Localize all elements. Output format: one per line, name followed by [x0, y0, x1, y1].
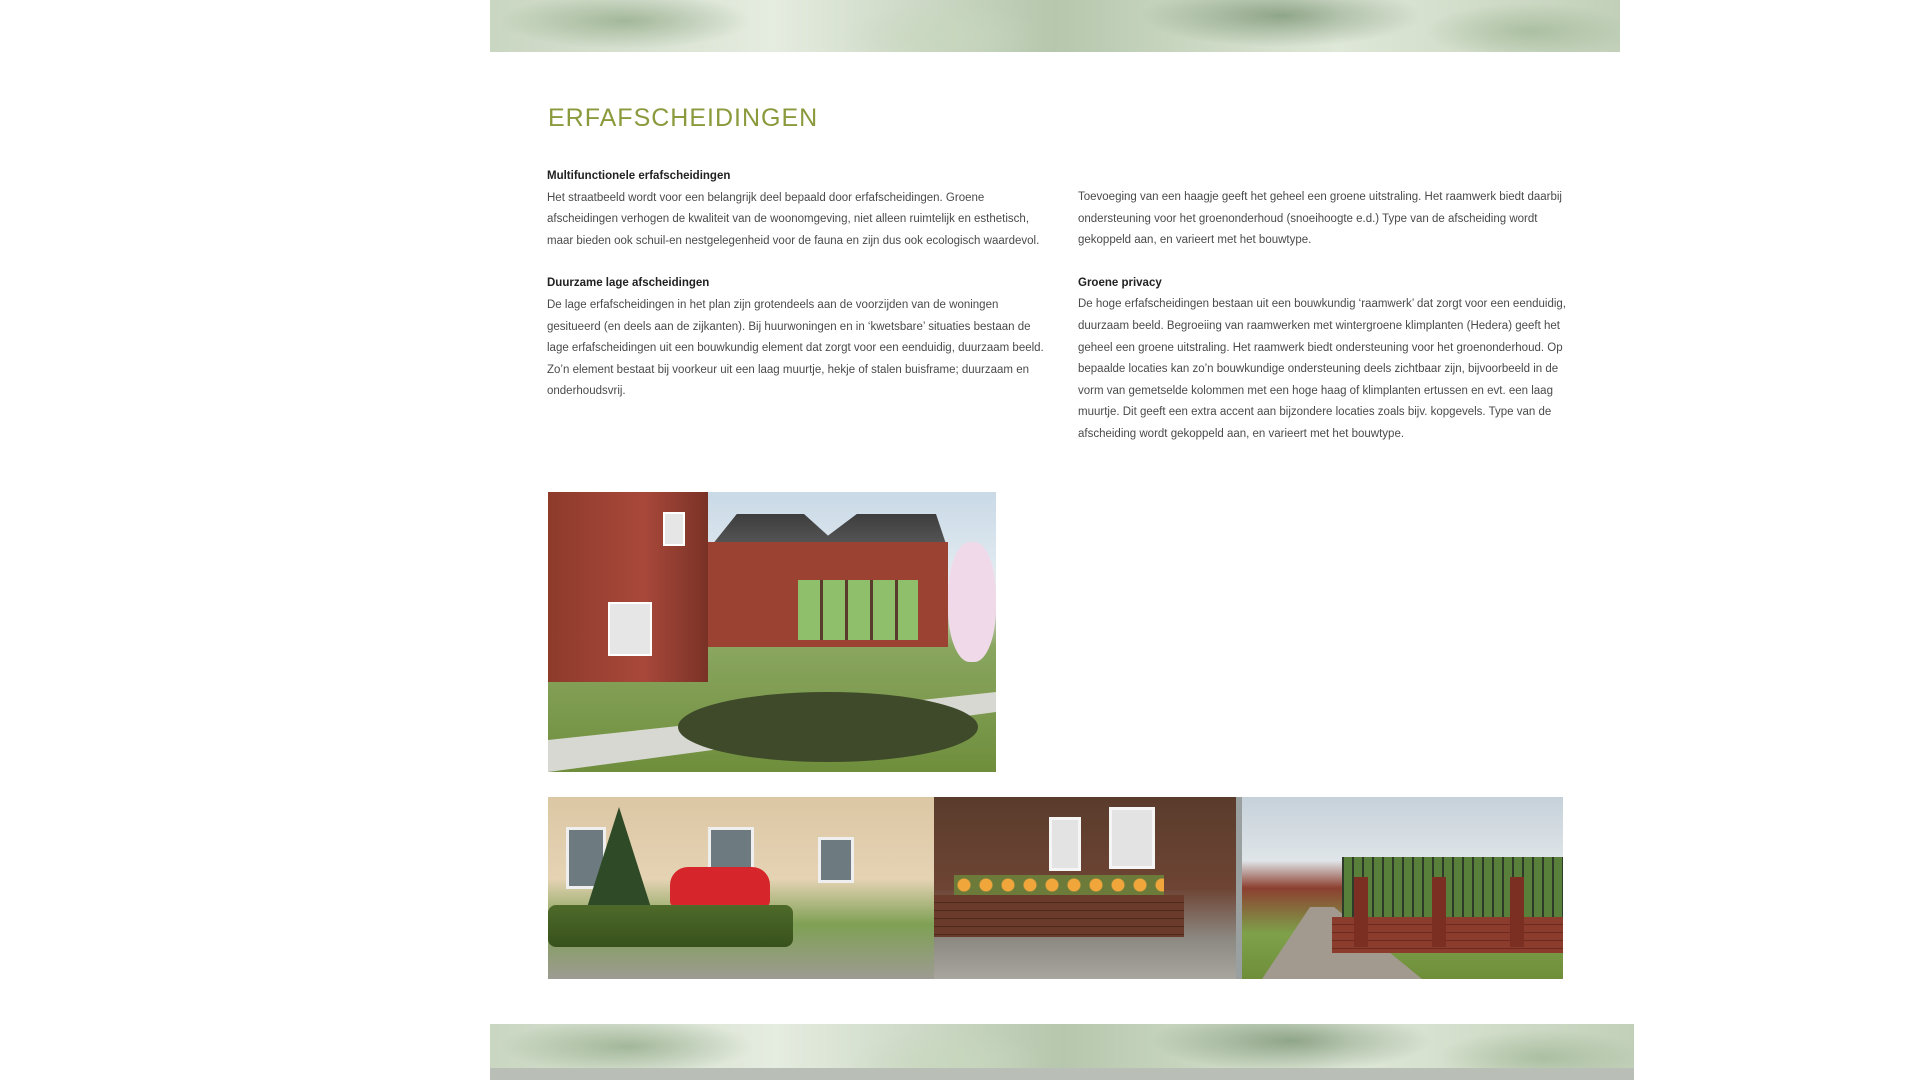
photo-brick-pillar: [1432, 877, 1446, 947]
leaf-footer-band: [490, 1024, 1634, 1080]
section-heading-groene-privacy: Groene privacy: [1078, 276, 1162, 289]
photo-red-car: [670, 867, 770, 907]
photo-low-hedge: [548, 905, 793, 947]
leaf-header-band: [490, 0, 1620, 52]
photo-window: [818, 837, 854, 883]
right-text-column: [1078, 187, 1578, 467]
photo-window: [1049, 817, 1081, 871]
photo-brick-wall: [934, 895, 1184, 937]
page-title: ERFAFSCHEIDINGEN: [548, 104, 819, 132]
section-heading-multifunctioneel: Multifunctionele erfafscheidingen: [547, 170, 731, 182]
section-heading-duurzaam: Duurzame lage afscheidingen: [547, 277, 710, 290]
photo-brick-planter: [934, 797, 1242, 979]
photo-blossom-tree: [948, 542, 996, 662]
photo-brick-pillar: [1510, 877, 1524, 947]
photo-street-render: [548, 492, 996, 772]
photo-planting-bed: [678, 692, 978, 762]
section-text-multifunctioneel: Het straatbeeld wordt voor een belangrijk deel bepaald door erfafscheidingen. Groene afscheidingen verhogen de kwaliteit van de woonomgeving, niet alleen ruimtelijk en esthetisch, maar bieden ook schuil-en nestgelegenheid voor de fauna en zijn dus ook ecologisch waardevol.: [547, 191, 1040, 247]
section-text-groene-privacy: De hoge erfafscheidingen bestaan uit een bouwkundig ‘raamwerk’ dat zorgt voor een eenduidig, duurzaam beeld. Begroeiing van raamwerken met wintergroene klimplanten (Hedera) geeft het geheel een groene uitstraling. Het raamwerk biedt ondersteuning voor het groenonderhoud. Op bepaalde locaties kan zo’n bouwkundige ondersteuning deels zichtbaar zijn, bijvoorbeeld in de vorm van gemetselde kolommen met een hoge haag of klimplanten ertussen en evt. een laag muurtje. Dit geeft een extra accent aan bijzondere locaties zoals bijv. kopgevels. Type van de afscheiding wordt gekoppeld aan, en varieert met het bouwtype.: [1078, 298, 1567, 440]
photo-window: [608, 602, 652, 656]
photo-window: [1109, 807, 1155, 869]
document-page: [490, 0, 1634, 1080]
photo-window: [663, 512, 685, 546]
photo-street-hedges: [548, 797, 934, 979]
section-text-haagje: Toevoeging van een haagje geeft het geheel een groene uitstraling. Het raamwerk biedt daarbij ondersteuning voor het groenonderhoud (snoeihoogte e.d.) Type van de afscheiding wordt gekoppeld aan, en varieert met het bouwtype.: [1078, 191, 1562, 247]
section-text-duurzaam: De lage erfafscheidingen in het plan zijn grotendeels aan de voorzijden van de woningen gesitueerd (en deels aan de zijkanten). Bij huurwoningen en in ‘kwetsbare’ situaties bestaan de lage erfafscheidingen uit een bouwkundig element dat zorgt voor een eenduidig, duurzaam beeld. Zo’n element bestaat bij voorkeur uit een laag muurtje, hekje of stalen buisframe; duurzaam en onderhoudsvrij.: [547, 298, 1044, 398]
photo-green-fence: [798, 580, 918, 640]
left-text-column: [547, 166, 1047, 424]
photo-brick-pillar: [1354, 877, 1368, 947]
photo-fence-with-pillars: [1242, 797, 1563, 979]
